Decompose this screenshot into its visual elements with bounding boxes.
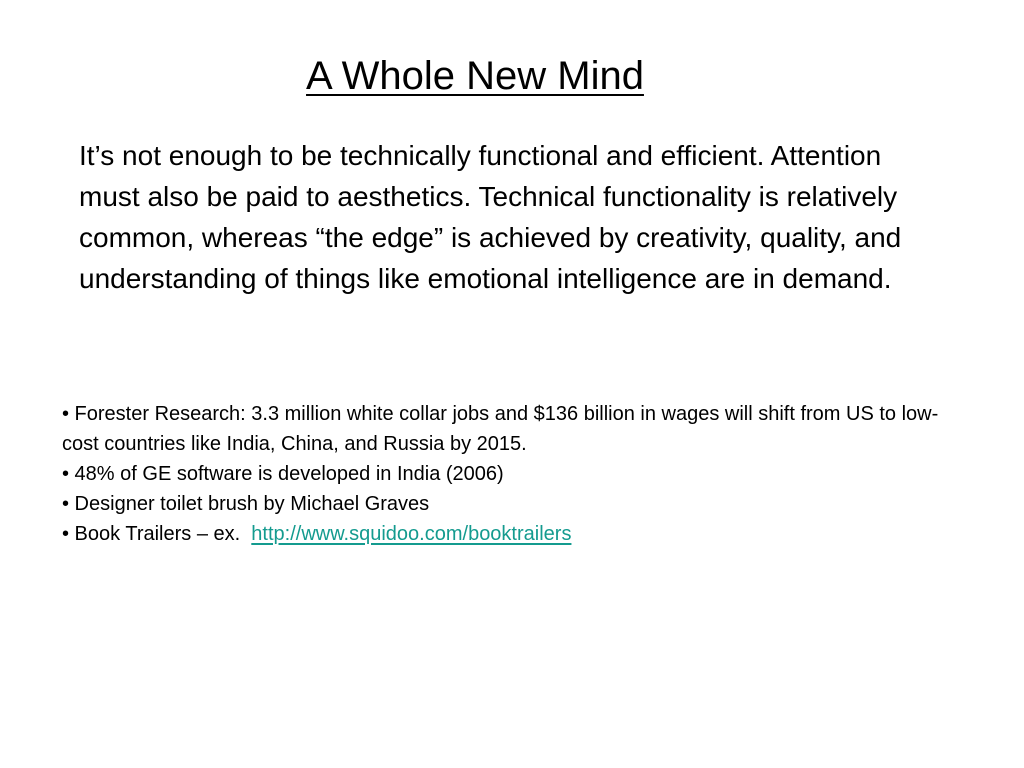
booktrailers-link[interactable]: http://www.squidoo.com/booktrailers <box>251 523 572 545</box>
bullet-forester-research: • Forester Research: 3.3 million white collar jobs and $136 billion in wages will shift from US to low-cost countries like India, China, and Russia by 2015. <box>62 403 939 455</box>
bullet-book-trailers <box>62 519 962 549</box>
slide-title: A Whole New Mind <box>306 54 644 98</box>
bullet-designer-toilet-brush: • Designer toilet brush by Michael Graves <box>62 493 430 515</box>
intro-paragraph: It’s not enough to be technically functional and efficient. Attention must also be paid to aesthetics. Technical functionality is relatively common, whereas “the edge” is achieved by creativity, quality, and understanding of things like emotional intelligence are in demand. <box>79 140 902 294</box>
bullet-list <box>62 399 962 549</box>
bullet-book-trailers-text: • Book Trailers – ex. <box>62 523 252 545</box>
bullet-ge-software: • 48% of GE software is developed in India (2006) <box>62 463 504 485</box>
